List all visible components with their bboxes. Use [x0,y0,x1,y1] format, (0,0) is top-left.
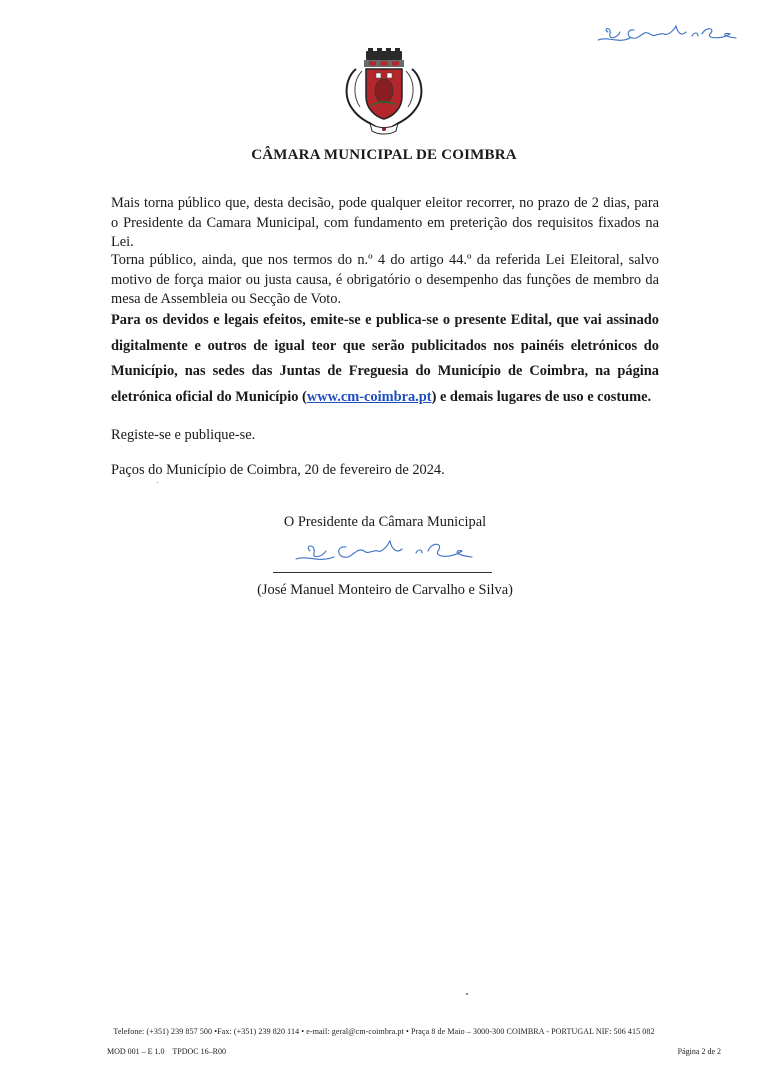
paragraph-place-date: Paços do Município de Coimbra, 20 de fevereiro de 2024. [111,462,445,478]
footer-page-number: Página 2 de 2 [677,1047,721,1056]
footer-contact-info: Telefone: (+351) 239 857 500 •Fax: (+351) 239 820 114 • e-mail: geral@cm-coimbra.pt • Praça 8 de Maio – 3000-300 COIMBRA - PORTUGAL NIF: 506 415 082 [113,1027,655,1036]
scan-speck [466,993,468,995]
paragraph-publication-tail: ) e demais lugares de uso e costume. [431,388,652,405]
coimbra-coat-of-arms [336,47,432,137]
organization-title: CÂMARA MUNICIPAL DE COIMBRA [251,147,517,163]
paragraph-publication-text: Para os devidos e legais efeitos, emite-se e publica-se o presente Edital, que vai assinado digitalmente e outros de igual teor que serão publicitados nos painéis eletrónicos do Município, nas sedes das Juntas de Freguesia do Município de Coimbra, na página eletrónica oficial do Município ( [111,312,659,405]
paragraph-publication-bold [111,308,659,410]
signature-top-right [590,18,740,48]
signatory-role: O Presidente da Câmara Municipal [283,514,487,530]
paragraph-appeal-notice: Mais torna público que, desta decisão, pode qualquer eleitor recorrer, no prazo de 2 dias, para o Presidente da Camara Municipal, com fundamento em preterição dos requisitos fixados na Lei. [111,195,659,250]
signatory-name: (José Manuel Monteiro de Carvalho e Silva) [257,582,513,598]
president-signature [290,535,480,565]
signature-line [273,572,492,573]
scan-speck [157,482,158,483]
municipality-website-link[interactable]: www.cm-coimbra.pt [306,388,432,405]
paragraph-register: Registe-se e publique-se. [111,427,256,443]
paragraph-mandatory-duty: Torna público, ainda, que nos termos do n.º 4 do artigo 44.º da referida Lei Eleitoral, salvo motivo de força maior ou justa causa, é obrigatório o desempenho das funções de membro da mesa de Assembleia ou Secção de Voto. [111,252,659,307]
footer-document-codes: MOD 001 – E 1.0 TPDOC 16–R00 [107,1047,226,1056]
